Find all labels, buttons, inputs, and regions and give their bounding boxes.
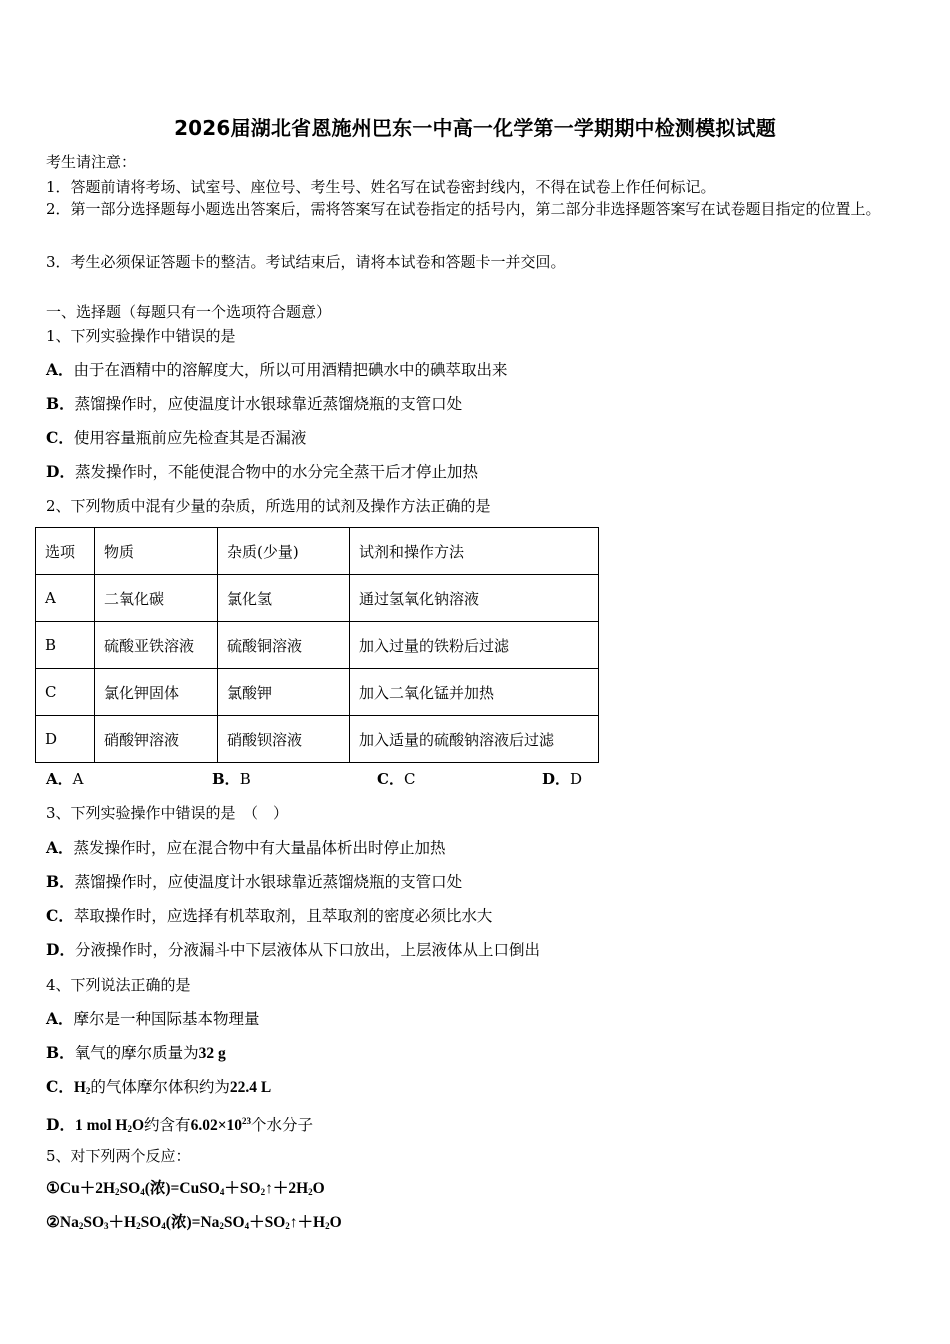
table-cell: 通过氢氧化钠溶液 bbox=[350, 575, 599, 622]
q1-option-a bbox=[46, 360, 508, 380]
table-header-cell: 物质 bbox=[95, 528, 218, 575]
formula-part: (浓)=Na bbox=[165, 1214, 220, 1231]
notice-item-2: 2．第一部分选择题每小题选出答案后，需将答案写在试卷指定的括号内，第二部分非选择题答案写在试卷题目指定的位置上。 bbox=[46, 200, 881, 218]
formula-part: ＋SO bbox=[249, 1214, 286, 1231]
option-label: D． bbox=[46, 940, 75, 959]
formula-part: ↑＋H bbox=[289, 1214, 326, 1231]
section-heading: 一、选择题（每题只有一个选项符合题意） bbox=[46, 303, 332, 321]
formula-subscript: 2 bbox=[85, 1086, 91, 1096]
option-label: B． bbox=[46, 394, 75, 413]
notice-heading: 考生请注意： bbox=[46, 153, 137, 171]
option-label: D． bbox=[46, 462, 75, 481]
table-header-cell: 杂质(少量) bbox=[218, 528, 350, 575]
q2-stem: 2、下列物质中混有少量的杂质，所选用的试剂及操作方法正确的是 bbox=[46, 497, 491, 515]
formula-part: (浓)=CuSO bbox=[144, 1180, 220, 1197]
table-cell: A bbox=[36, 575, 95, 622]
q3-option-d bbox=[46, 940, 540, 960]
formula-subscript: 2 bbox=[115, 1187, 120, 1197]
option-text: 使用容量瓶前应先检查其是否漏液 bbox=[73, 429, 307, 447]
formula-subscript: 4 bbox=[140, 1187, 145, 1197]
table-row bbox=[36, 622, 599, 669]
option-text: C bbox=[403, 770, 416, 788]
q4-option-a bbox=[46, 1009, 260, 1029]
option-label: A． bbox=[46, 1009, 74, 1028]
option-label: D． bbox=[46, 1115, 75, 1134]
table-cell: 二氧化碳 bbox=[95, 575, 218, 622]
formula-part: ＋SO bbox=[224, 1180, 261, 1197]
formula-part: O bbox=[329, 1214, 342, 1231]
option-text: 由于在酒精中的溶解度大，所以可用酒精把碘水中的碘萃取出来 bbox=[73, 361, 508, 379]
table-cell: 氯酸钾 bbox=[218, 669, 350, 716]
option-label: A． bbox=[46, 838, 74, 857]
option-label: B． bbox=[212, 770, 240, 788]
option-text: A bbox=[72, 770, 84, 788]
q1-option-c bbox=[46, 428, 306, 448]
table-cell: D bbox=[36, 716, 95, 763]
option-value: 32 g bbox=[198, 1045, 226, 1062]
formula-subscript: 4 bbox=[219, 1187, 225, 1197]
formula-subscript: 4 bbox=[161, 1221, 166, 1231]
q2-answer-a bbox=[46, 768, 83, 789]
table-header-row bbox=[36, 528, 599, 575]
formula-subscript: 2 bbox=[308, 1187, 313, 1197]
formula-part: Na bbox=[59, 1214, 79, 1231]
table-cell: 硫酸亚铁溶液 bbox=[95, 622, 218, 669]
option-text: 蒸发操作时，不能使混合物中的水分完全蒸干后才停止加热 bbox=[74, 463, 478, 481]
formula-part: Cu＋2H bbox=[59, 1180, 116, 1197]
option-label: C． bbox=[46, 1077, 74, 1096]
formula-subscript: 2 bbox=[136, 1221, 141, 1231]
q5-reaction-1 bbox=[46, 1179, 325, 1202]
option-value: 22.4 L bbox=[229, 1079, 272, 1096]
formula-subscript: 2 bbox=[285, 1221, 290, 1231]
option-text: 氧气的摩尔质量为 bbox=[74, 1044, 199, 1062]
table-cell: 氯化钾固体 bbox=[95, 669, 218, 716]
q3-option-a bbox=[46, 838, 446, 858]
formula-part: ↑＋2H bbox=[265, 1180, 309, 1197]
table-cell: 硝酸钾溶液 bbox=[95, 716, 218, 763]
option-text: 蒸发操作时，应在混合物中有大量晶体析出时停止加热 bbox=[73, 839, 446, 857]
q2-answer-b bbox=[212, 768, 251, 789]
formula-subscript: 3 bbox=[104, 1221, 109, 1231]
formula-subscript: 4 bbox=[244, 1221, 250, 1231]
q1-stem: 1、下列实验操作中错误的是 bbox=[46, 327, 236, 345]
option-text: D bbox=[570, 770, 583, 788]
notice-item-3: 3．考生必须保证答题卡的整洁。考试结束后，请将本试卷和答题卡一并交回。 bbox=[46, 253, 566, 271]
formula-part: SO bbox=[223, 1214, 245, 1231]
option-label: B． bbox=[46, 1043, 75, 1062]
formula-part: SO bbox=[119, 1180, 141, 1197]
q4-option-b bbox=[46, 1043, 226, 1064]
table-header-cell: 试剂和操作方法 bbox=[350, 528, 599, 575]
number-value: 6.02×10 bbox=[190, 1117, 243, 1134]
q5-reaction-2 bbox=[46, 1213, 342, 1236]
table-cell: 加入二氧化锰并加热 bbox=[350, 669, 599, 716]
option-text: 分液操作时，分液漏斗中下层液体从下口放出，上层液体从上口倒出 bbox=[74, 941, 540, 959]
option-text: 的气体摩尔体积约为 bbox=[90, 1078, 230, 1096]
option-text: B bbox=[239, 770, 251, 788]
q1-option-d bbox=[46, 462, 478, 482]
q1-option-b bbox=[46, 394, 462, 414]
table-cell: 硝酸钡溶液 bbox=[218, 716, 350, 763]
option-label: B． bbox=[46, 872, 75, 891]
option-text: 摩尔是一种国际基本物理量 bbox=[73, 1010, 260, 1028]
number-exponent: 23 bbox=[242, 1116, 252, 1126]
table-cell: 氯化氢 bbox=[218, 575, 350, 622]
option-label: C． bbox=[46, 428, 74, 447]
option-text: 蒸馏操作时，应使温度计水银球靠近蒸馏烧瓶的支管口处 bbox=[74, 395, 463, 413]
table-cell: 加入过量的铁粉后过滤 bbox=[350, 622, 599, 669]
formula-part: O bbox=[312, 1180, 325, 1197]
q4-option-c bbox=[46, 1077, 271, 1101]
q3-option-b bbox=[46, 872, 462, 892]
q3-stem: 3、下列实验操作中错误的是 （ ） bbox=[46, 804, 289, 822]
table-row bbox=[36, 669, 599, 716]
option-label: C． bbox=[46, 906, 74, 925]
formula-subscript: 2 bbox=[325, 1221, 330, 1231]
option-text: 蒸馏操作时，应使温度计水银球靠近蒸馏烧瓶的支管口处 bbox=[74, 873, 463, 891]
amount-text: 1 mol H bbox=[74, 1117, 128, 1134]
reaction-marker: ② bbox=[46, 1214, 60, 1231]
formula-subscript: 2 bbox=[127, 1124, 132, 1134]
formula-subscript: 2 bbox=[260, 1187, 266, 1197]
q2-options-table bbox=[35, 527, 599, 763]
option-label: A． bbox=[46, 770, 73, 788]
q3-option-c bbox=[46, 906, 492, 926]
table-row bbox=[36, 716, 599, 763]
table-cell: 加入适量的硫酸钠溶液后过滤 bbox=[350, 716, 599, 763]
q4-option-d bbox=[46, 1111, 313, 1139]
notice-item-1: 1．答题前请将考场、试室号、座位号、考生号、姓名写在试卷密封线内，不得在试卷上作任何标记。 bbox=[46, 178, 716, 196]
page-title: 2026届湖北省恩施州巴东一中高一化学第一学期期中检测模拟试题 bbox=[174, 116, 776, 140]
option-label: A． bbox=[46, 360, 74, 379]
table-cell: 硫酸铜溶液 bbox=[218, 622, 350, 669]
table-row bbox=[36, 575, 599, 622]
formula-part: ＋H bbox=[108, 1214, 137, 1231]
formula-subscript: 2 bbox=[78, 1221, 84, 1231]
option-label: C． bbox=[377, 770, 404, 788]
formula-part: SO bbox=[83, 1214, 105, 1231]
formula-element: H bbox=[73, 1079, 86, 1096]
formula-part: SO bbox=[140, 1214, 162, 1231]
q4-stem: 4、下列说法正确的是 bbox=[46, 976, 191, 994]
formula-subscript: 2 bbox=[219, 1221, 224, 1231]
table-cell: B bbox=[36, 622, 95, 669]
q5-stem: 5、对下列两个反应： bbox=[46, 1147, 191, 1165]
formula-rest: O bbox=[131, 1117, 145, 1134]
table-cell: C bbox=[36, 669, 95, 716]
option-text: 约含有 bbox=[144, 1116, 191, 1134]
option-text-end: 个水分子 bbox=[251, 1116, 314, 1134]
q2-answer-c bbox=[377, 768, 415, 789]
q2-answer-d bbox=[542, 768, 582, 789]
option-label: D． bbox=[542, 770, 571, 788]
table-header-cell: 选项 bbox=[36, 528, 95, 575]
option-text: 萃取操作时，应选择有机萃取剂，且萃取剂的密度必须比水大 bbox=[73, 907, 493, 925]
reaction-marker: ① bbox=[46, 1180, 60, 1197]
